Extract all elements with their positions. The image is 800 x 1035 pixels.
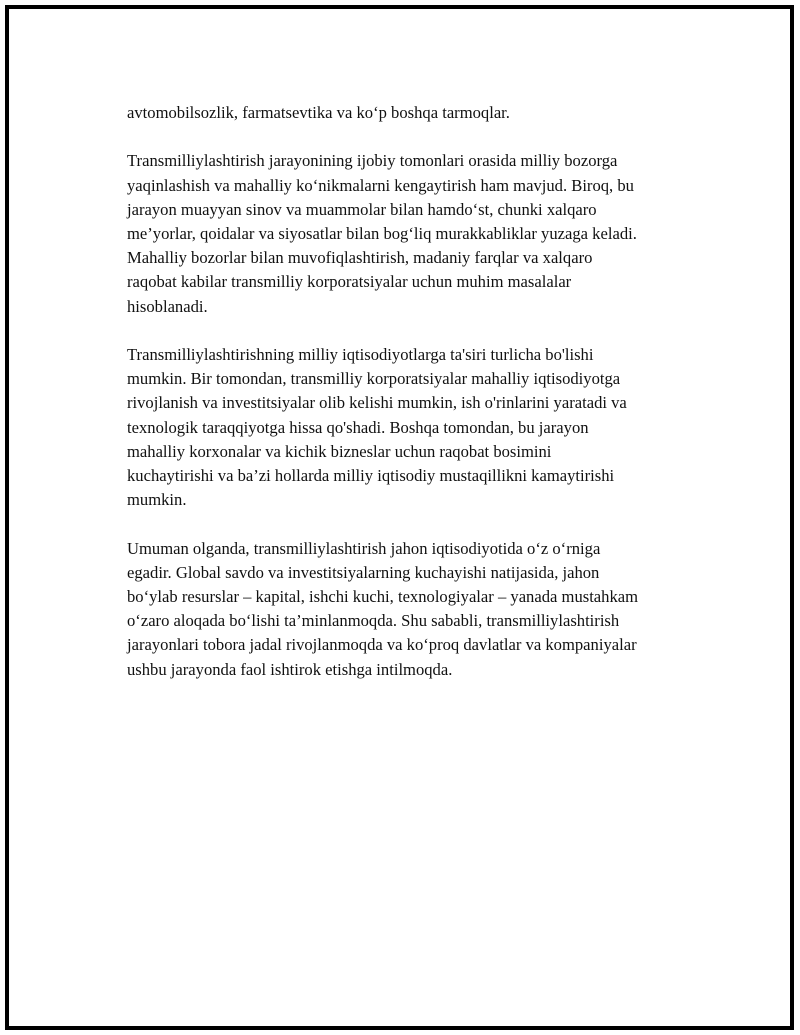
paragraph-2: Transmilliylashtirish jarayonining ijobiy tomonlari orasida milliy bozorga yaqinlashish va mahalliy ko‘nikmalarni kengaytirish ham mavjud. Biroq, bu jarayon muayyan sinov va muammolar bilan hamdo‘st, chunki xalqaro me’yorlar, qoidalar va siyosatlar bilan bog‘liq murakkabliklar yuzaga keladi. Mahalliy bozorlar bilan muvofiqlashtirish, madaniy farqlar va xalqaro raqobat kabilar transmilliy korporatsiyalar uchun muhim masalalar hisoblanadi. — [127, 151, 637, 316]
paragraph-4: Umuman olganda, transmilliylashtirish jahon iqtisodiyotida o‘z o‘rniga egadir. Global savdo va investitsiyalarning kuchayishi natijasida, jahon bo‘ylab resurslar – kapital, ishchi kuchi, texnologiyalar – yanada mustahkam o‘zaro aloqada bo‘lishi ta’minlanmoqda. Shu sababli, transmilliylashtirish jarayonlari tobora jadal rivojlanmoqda va ko‘proq davlatlar va kompaniyalar ushbu jarayonda faol ishtirok etishga intilmoqda. — [127, 538, 639, 679]
document-body — [127, 101, 717, 706]
paragraph-1: avtomobilsozlik, farmatsevtika va ko‘p boshqa tarmoqlar. — [127, 103, 510, 122]
page-frame — [5, 5, 794, 1030]
paragraph-3: Transmilliylashtirishning milliy iqtisodiyotlarga ta'siri turlicha bo'lishi mumkin. Bir tomondan, transmilliy korporatsiyalar mahalliy iqtisodiyotga rivojlanish va investitsiyalar olib kelishi mumkin, ish o'rinlarini yaratadi va texnologik taraqqiyotga hissa qo'shadi. Boshqa tomondan, bu jarayon mahalliy korxonalar va kichik bizneslar uchun raqobat bosimini kuchaytirishi va ba’zi hollarda milliy iqtisodiy mustaqillikni kamaytirishi mumkin. — [127, 345, 627, 510]
